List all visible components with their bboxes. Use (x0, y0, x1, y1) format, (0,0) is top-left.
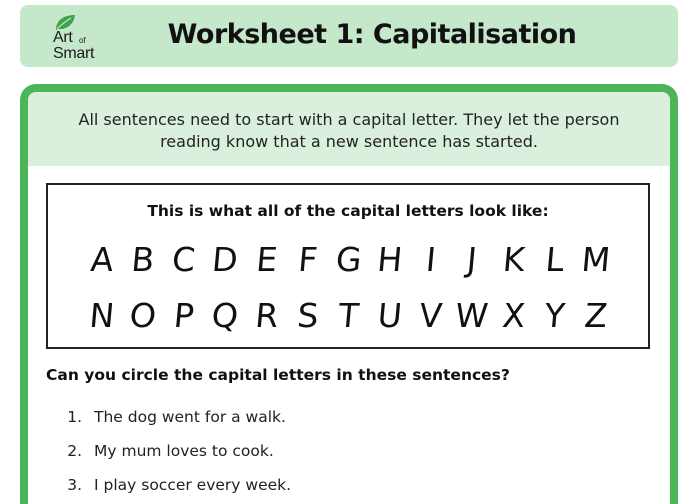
letter: B (129, 239, 157, 279)
letter: D (210, 239, 241, 279)
logo-text-art: Art (53, 29, 73, 46)
letter: S (295, 295, 321, 335)
activity-question: Can you circle the capital letters in these sentences? (46, 366, 510, 384)
intro-panel (28, 92, 670, 166)
page-title: Worksheet 1: Capitalisation (167, 19, 577, 50)
capital-letters-box (46, 183, 650, 349)
logo-text-of: of (79, 36, 86, 45)
list-item[interactable] (60, 468, 620, 502)
letter: O (128, 295, 159, 335)
intro-text: All sentences need to start with a capital letter. They let the person reading know that a new sentence has started. (78, 110, 620, 151)
letter: W (454, 295, 491, 335)
letter: R (253, 295, 281, 335)
letter: X (500, 295, 527, 335)
logo-text-smart: Smart (53, 45, 95, 62)
sentence-list (60, 400, 620, 502)
letter: A (88, 239, 116, 279)
sentence-number: 3. (67, 476, 82, 494)
letter: Q (210, 295, 241, 335)
letter: N (87, 295, 117, 335)
art-of-smart-logo (52, 12, 112, 64)
worksheet-header (20, 5, 678, 67)
list-item[interactable] (60, 434, 620, 468)
letter: I (424, 239, 439, 279)
letter: G (334, 239, 364, 279)
letter: E (254, 239, 280, 279)
worksheet-card (20, 84, 678, 504)
letter: F (296, 239, 320, 279)
letter: V (417, 295, 445, 335)
sentence-number: 2. (67, 442, 82, 460)
letter: C (170, 239, 198, 279)
letter: Y (542, 295, 567, 335)
letter: P (172, 295, 197, 335)
letters-heading: This is what all of the capital letters look like: (147, 202, 549, 220)
list-item[interactable] (60, 400, 620, 434)
letter: J (465, 239, 480, 279)
letter-row-2 (84, 293, 614, 337)
sentence-text[interactable]: My mum loves to cook. (94, 442, 274, 460)
letter: H (375, 239, 405, 279)
letter: Z (582, 295, 610, 335)
letter: T (336, 295, 362, 335)
letter: K (500, 239, 527, 279)
letter-row-1 (84, 237, 614, 281)
letter: M (579, 239, 613, 279)
sentence-number: 1. (67, 408, 82, 426)
sentence-text[interactable]: I play soccer every week. (94, 476, 292, 494)
sentence-text[interactable]: The dog went for a walk. (94, 408, 286, 426)
letter: L (543, 239, 566, 279)
letter: U (375, 295, 405, 335)
